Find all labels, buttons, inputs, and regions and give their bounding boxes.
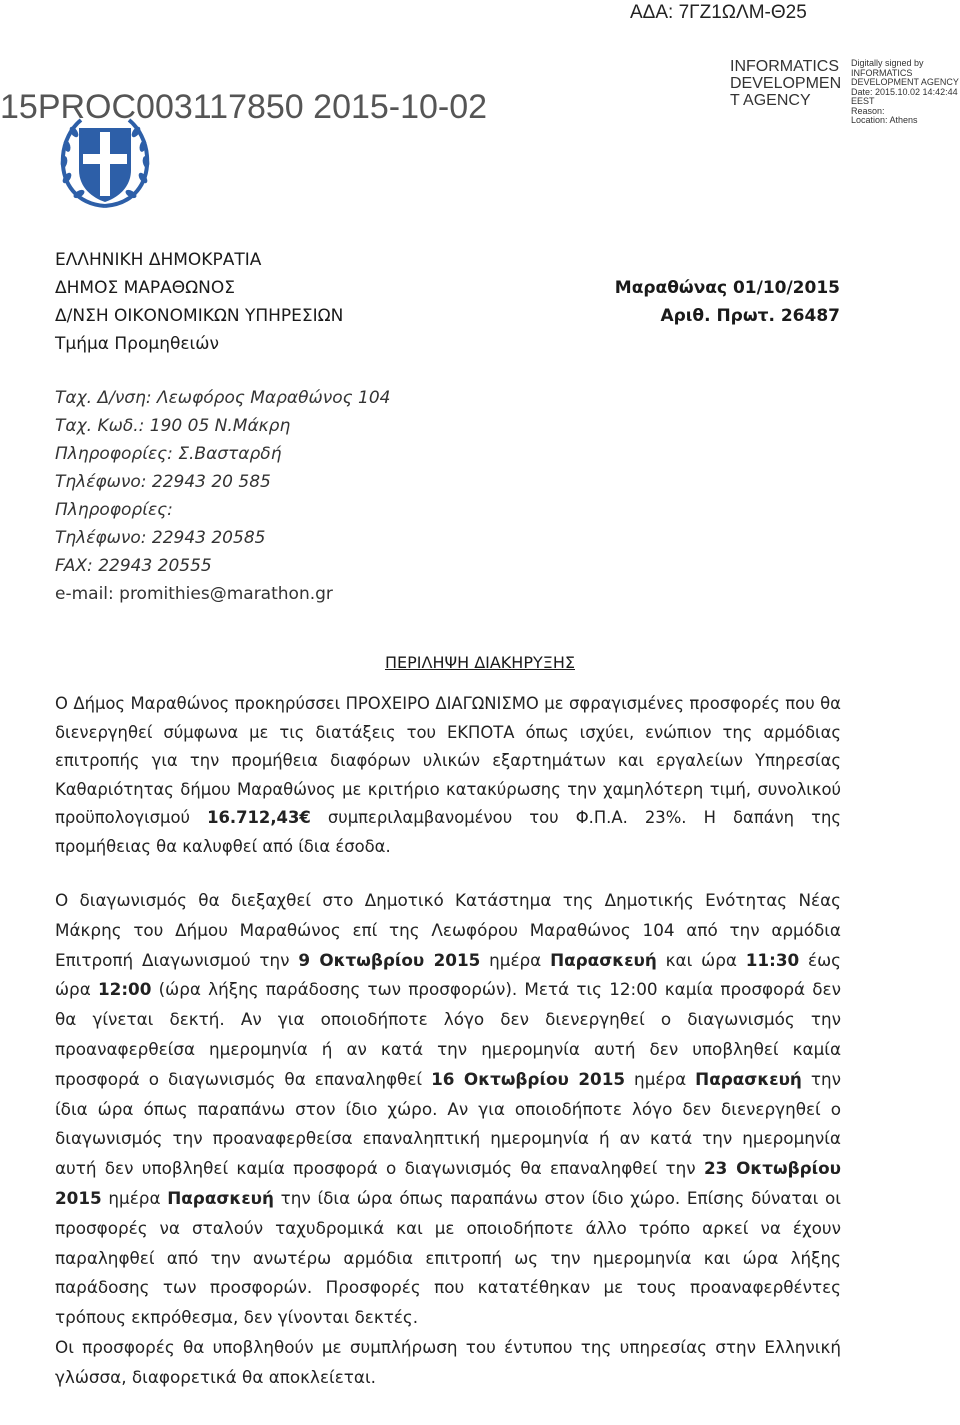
text-run: Ο διαγωνισμός θα διεξαχθεί στο Δημοτικό Κατάστημα της Δημοτικής Ενότητας Νέας Μάκρης του Δήμου Μαραθώνος επί της Λεωφόρου Μαραθώνος 104 από την αρμόδια Επιτροπή Διαγωνισμού την (55, 890, 841, 970)
protocol-number: Αριθ. Πρωτ. 26487 (660, 306, 840, 326)
tender-day: Παρασκευή (550, 949, 657, 970)
department-name: Τμήμα Προμηθειών (55, 334, 220, 354)
contact-block (55, 384, 390, 608)
email-line: e-mail: promithies@marathon.gr (55, 584, 333, 604)
directorate-name: Δ/ΝΣΗ ΟΙΚΟΝΟΜΙΚΩΝ ΥΠΗΡΕΣΙΩΝ (55, 306, 344, 326)
protocol-id: 15PROC003117850 2015-10-02 (0, 88, 488, 126)
phone-line: Τηλέφωνο: 22943 20585 (55, 528, 266, 548)
info-line: Πληροφορίες: Σ.Βασταρδή (55, 444, 282, 464)
summary-paragraph (55, 690, 841, 861)
signature-line: EEST (851, 96, 875, 106)
document-meta (560, 274, 840, 330)
repeat-date: 16 Οκτωβρίου 2015 (431, 1068, 626, 1089)
text-run: έως ώρα (55, 949, 841, 1000)
budget-amount: 16.712,43€ (207, 808, 311, 827)
repeat-day: Παρασκευή (695, 1068, 802, 1089)
info-line: Πληροφορίες: (55, 500, 173, 520)
text-run: συμπεριλαμβανομένου του Φ.Π.Α. 23%. Η δαπάνη της προμήθειας θα καλυφθεί από ίδια έσοδα. (55, 808, 842, 856)
municipality-name: ΔΗΜΟΣ ΜΑΡΑΘΩΝΟΣ (55, 278, 235, 298)
text-run: Ο Δήμος Μαραθώνος προκηρύσσει ΠΡΟΧΕΙΡΟ ΔΙΑΓΩΝΙΣΜΟ με σφραγισμένες προσφορές που θα διενεργηθεί σύμφωνα με τις διατάξεις του ΕΚΠΟΤΑ όπως ισχύει, ενώπιον της αρμόδιας επιτροπής για την προμήθεια διαφόρων υλικών εξαρτημάτων και εργαλείων Υπηρεσίας Καθαριότητας δήμου Μαραθώνος με κριτήριο κατακύρωσης την χαμηλότερη τιμή, συνολικού προϋπολογισμού (55, 694, 841, 827)
phone-line: Τηλέφωνο: 22943 20 585 (55, 472, 271, 492)
tender-date: 9 Οκτωβρίου 2015 (298, 949, 481, 970)
text-run: την ίδια ώρα όπως παραπάνω στον ίδιο χώρο. Επίσης δύναται οι προσφορές να σταλούν ταχυδρομικά και με οποιοδήποτε άλλο τρόπο αρκεί να έχουν παραληφθεί από την ανωτέρω αρμόδια επιτροπή ως την ημερομηνία και ώρα λήξης παράδοσης των προσφορών. Προσφορές που κατατέθηκαν με τους προαναφερθέντες τρόπους εκπρόθεσμα, δεν γίνονται δεκτές. (55, 1187, 841, 1328)
start-time: 11:30 (745, 949, 800, 970)
text-run: (ώρα λήξης παράδοσης των προσφορών). Μετά τις 12:00 καμία προσφορά δεν θα γίνεται δεκτή. Αν για οποιοδήποτε λόγο δεν διενεργηθεί ο διαγωνισμός την προαναφερθείσα ημερομηνία ή αν κατά την ημερομηνία αυτή δεν υποβληθεί καμία προσφορά ο διαγωνισμός θα επαναληφθεί (55, 979, 841, 1089)
digital-signature (851, 59, 960, 126)
text-run: την ίδια ώρα όπως παραπάνω στον ίδιο χώρο. Αν για οποιοδήποτε λόγο δεν διενεργηθεί ο διαγωνισμός την προαναφερθείσα επαναληπτική ημερομηνία ή αν κατά την ημερομηνία αυτή δεν υποβληθεί καμία προσφορά ο διαγωνισμός θα επαναληφθεί την (55, 1068, 841, 1179)
text-run: ημέρα (101, 1187, 168, 1208)
signature-line: Date: 2015.10.02 14:42:44 (851, 86, 958, 97)
greek-emblem-icon (55, 112, 155, 212)
second-repeat-day: Παρασκευή (167, 1187, 274, 1208)
letterhead (55, 246, 343, 358)
end-time: 12:00 (97, 979, 152, 1000)
signature-line: Digitally signed by (851, 58, 924, 68)
postal-line: Ταχ. Κωδ.: 190 05 Ν.Μάκρη (55, 416, 291, 436)
text-run: ημέρα (625, 1068, 696, 1089)
address-line: Ταχ. Δ/νση: Λεωφόρος Μαραθώνος 104 (55, 388, 391, 408)
text-run: και ώρα (656, 949, 746, 970)
signature-line: Reason: (851, 105, 885, 116)
signature-line: Location: Athens (851, 115, 918, 125)
republic-name: ΕΛΛΗΝΙΚΗ ΔΗΜΟΚΡΑΤΙΑ (55, 250, 262, 270)
signature-line: DEVELOPMENT AGENCY (851, 77, 959, 87)
language-paragraph: Οι προσφορές θα υποβληθούν με συμπλήρωση του έντυπου της υπηρεσίας στην Ελληνική γλώσσα, διαφορετικά θα αποκλείεται. (55, 1336, 841, 1387)
document-title: ΠΕΡΙΛΗΨΗ ΔΙΑΚΗΡΥΞΗΣ (385, 653, 575, 672)
procedure-paragraphs (55, 886, 841, 1393)
agency-name: INFORMATICS DEVELOPMEN T AGENCY (730, 58, 842, 109)
fax-line: FAX: 22943 20555 (55, 556, 212, 576)
ada-code: ΑΔΑ: 7ΓΖ1ΩΛΜ-Θ25 (630, 2, 807, 23)
document-date: Μαραθώνας 01/10/2015 (614, 278, 840, 298)
text-run: ημέρα (480, 949, 551, 970)
second-repeat-date: 23 Οκτωβρίου 2015 (55, 1158, 841, 1208)
signature-line: INFORMATICS (851, 67, 913, 78)
